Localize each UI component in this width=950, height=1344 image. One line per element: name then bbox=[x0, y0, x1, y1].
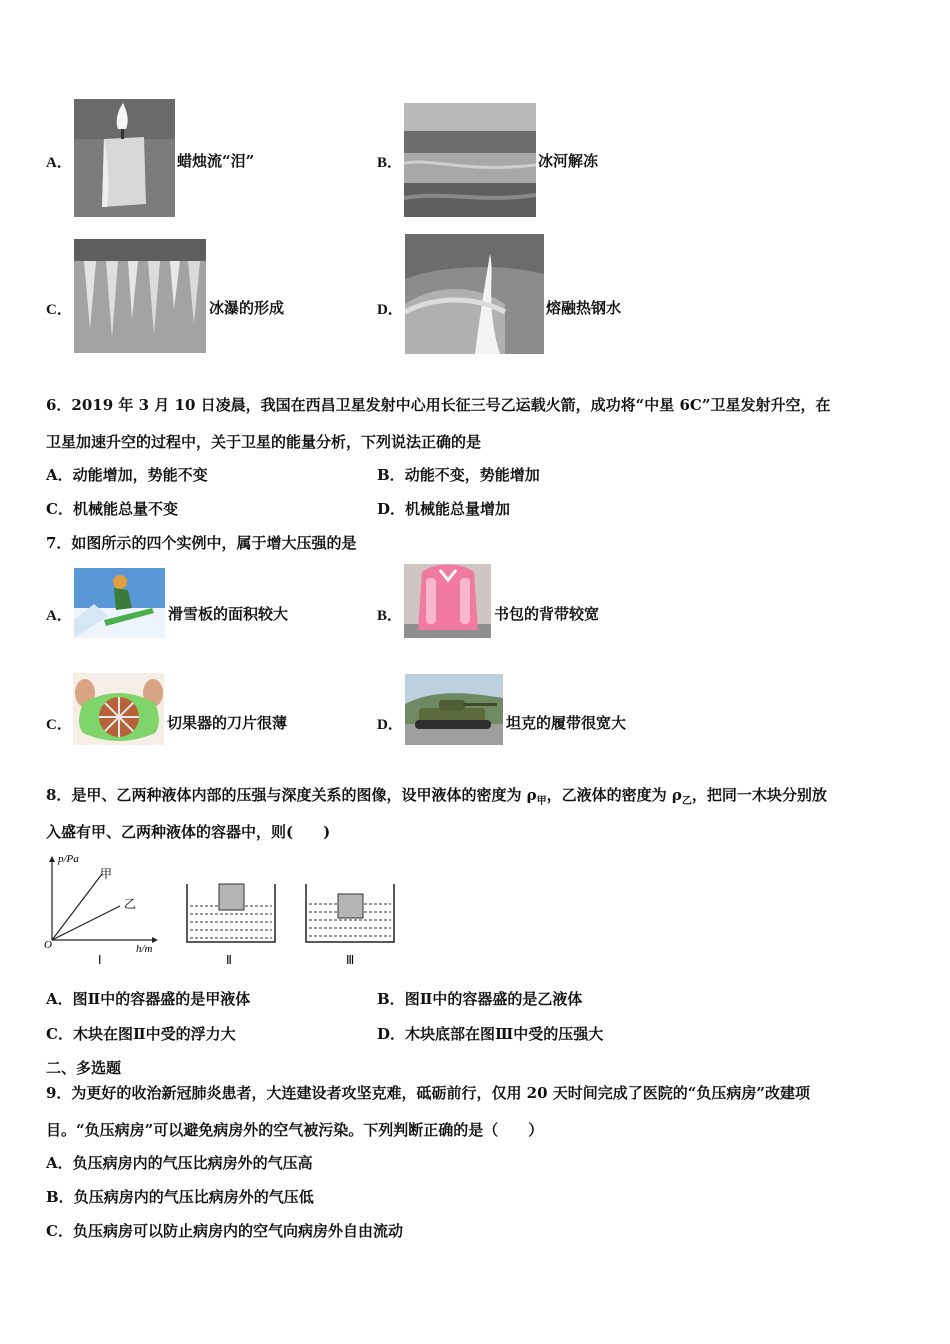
q9-option-b bbox=[46, 1187, 314, 1207]
option-letter: B． bbox=[377, 466, 405, 484]
q6-option-a bbox=[46, 465, 208, 485]
option-text: 动能不变，势能增加 bbox=[404, 466, 540, 484]
container-iii bbox=[306, 884, 394, 967]
option-text: 动能增加，势能不变 bbox=[72, 466, 208, 484]
x-axis-label: h/m bbox=[136, 943, 153, 955]
q8-figure bbox=[40, 848, 420, 970]
fig-1-label: Ⅰ bbox=[98, 953, 102, 967]
q9-stem-line2: 目。“负压病房”可以避免病房外的空气被污染。下列判断正确的是（ ） bbox=[46, 1121, 544, 1139]
option-letter: A． bbox=[46, 466, 73, 484]
line-jia bbox=[52, 874, 102, 940]
option-letter: C． bbox=[46, 1025, 73, 1043]
option-caption: 切果器的刀片很薄 bbox=[167, 714, 288, 732]
option-letter: C． bbox=[46, 717, 72, 733]
q9-option-a bbox=[46, 1153, 313, 1173]
option-letter: B． bbox=[46, 1188, 74, 1206]
q6-option-c bbox=[46, 499, 178, 519]
option-text: 图Ⅱ中的容器盛的是乙液体 bbox=[404, 990, 583, 1008]
option-text: 图Ⅱ中的容器盛的是甲液体 bbox=[72, 990, 251, 1008]
molten-steel-photo bbox=[405, 234, 544, 354]
wood-block bbox=[338, 894, 363, 918]
ice-river-photo bbox=[404, 103, 536, 217]
container-ii bbox=[187, 884, 275, 967]
option-letter: B． bbox=[377, 608, 403, 624]
option-caption: 坦克的履带很宽大 bbox=[506, 714, 627, 732]
line-yi-label: 乙 bbox=[124, 897, 137, 911]
line-yi bbox=[52, 906, 120, 940]
q9-stem-line1: 9．为更好的收治新冠肺炎患者，大连建设者攻坚克难，砥砺前行，仅用 20 天时间完成了医院的“负压病房”改建项 bbox=[46, 1084, 811, 1102]
wood-block bbox=[219, 884, 244, 910]
option-letter: A． bbox=[46, 608, 72, 624]
line-jia-label: 甲 bbox=[100, 867, 113, 881]
option-caption: 熔融热钢水 bbox=[546, 299, 622, 317]
option-letter: A． bbox=[46, 155, 72, 171]
fig-2-label: Ⅱ bbox=[226, 953, 232, 967]
q6-stem-line2: 卫星加速升空的过程中，关于卫星的能量分析，下列说法正确的是 bbox=[46, 433, 482, 451]
option-letter: C． bbox=[46, 302, 72, 318]
icefall-photo bbox=[74, 239, 206, 353]
option-letter: C． bbox=[46, 1222, 73, 1240]
option-text: 木块底部在图Ⅲ中受的压强大 bbox=[405, 1025, 604, 1043]
q6-option-d bbox=[377, 499, 510, 519]
option-text: 负压病房可以防止病房内的空气向病房外自由流动 bbox=[72, 1222, 403, 1240]
q8-option-d bbox=[377, 1024, 603, 1044]
q9-option-c bbox=[46, 1221, 403, 1241]
option-caption: 书包的背带较宽 bbox=[494, 605, 600, 623]
y-axis-label: p/Pa bbox=[58, 853, 79, 865]
option-letter: C． bbox=[46, 500, 73, 518]
candle-photo bbox=[74, 99, 175, 217]
option-letter: B． bbox=[377, 155, 403, 171]
q8-option-b bbox=[377, 989, 582, 1009]
backpack-photo bbox=[404, 564, 491, 638]
snowboard-photo bbox=[74, 568, 165, 638]
option-text: 机械能总量不变 bbox=[72, 500, 178, 518]
q6-option-b bbox=[377, 465, 540, 485]
fig-3-label: Ⅲ bbox=[346, 953, 355, 967]
option-letter: D． bbox=[377, 500, 406, 518]
option-text: 木块在图Ⅱ中受的浮力大 bbox=[72, 1025, 236, 1043]
option-letter: A． bbox=[46, 990, 73, 1008]
origin-label: O bbox=[44, 939, 52, 951]
option-caption: 冰瀑的形成 bbox=[209, 299, 285, 317]
option-caption: 滑雪板的面积较大 bbox=[168, 605, 289, 623]
option-letter: D． bbox=[377, 1025, 406, 1043]
option-text: 机械能总量增加 bbox=[405, 500, 511, 518]
option-text: 负压病房内的气压比病房外的气压低 bbox=[73, 1188, 314, 1206]
fruit-cutter-photo bbox=[73, 673, 164, 745]
option-letter: D． bbox=[377, 302, 403, 318]
pressure-depth-graph bbox=[44, 853, 158, 967]
option-caption: 冰河解冻 bbox=[538, 152, 599, 170]
option-letter: D． bbox=[377, 717, 403, 733]
option-text: 负压病房内的气压比病房外的气压高 bbox=[72, 1154, 313, 1172]
q8-stem-line2: 入盛有甲、乙两种液体的容器中，则( ) bbox=[46, 823, 331, 841]
q8-stem-line1: 8．是甲、乙两种液体内部的压强与深度关系的图像，设甲液体的密度为 $\rho_甲$，乙液体的密度为 $\rho_乙$，把同一木块分别放 bbox=[46, 786, 827, 807]
option-letter: B． bbox=[377, 990, 405, 1008]
q6-stem-line1: 6．2019 年 3 月 10 日凌晨，我国在西昌卫星发射中心用长征三号乙运载火箭，成功将“中星 6C”卫星发射升空，在 bbox=[46, 396, 831, 414]
option-letter: A． bbox=[46, 1154, 73, 1172]
tank-photo bbox=[405, 674, 503, 745]
q7-stem: 7．如图所示的四个实例中，属于增大压强的是 bbox=[46, 534, 357, 552]
section-title: 二、多选题 bbox=[46, 1059, 122, 1077]
q8-option-a bbox=[46, 989, 250, 1009]
option-caption: 蜡烛流“泪” bbox=[177, 152, 255, 170]
q8-option-c bbox=[46, 1024, 236, 1044]
